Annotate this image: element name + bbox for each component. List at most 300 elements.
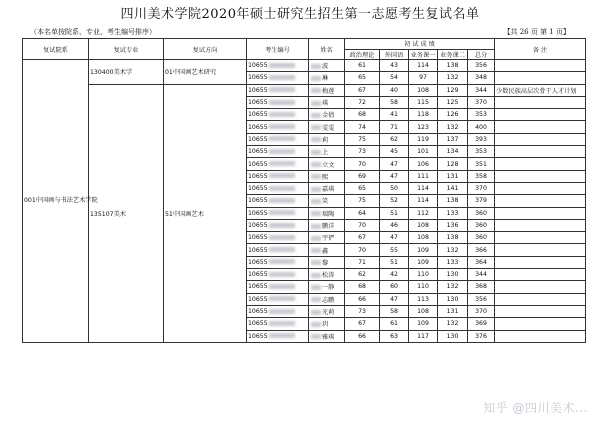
name-visible: 黎 (322, 259, 329, 267)
total-score: 360 (468, 219, 495, 231)
name-visible: 雅琪 (322, 333, 335, 341)
redaction-blur (269, 173, 295, 178)
course2-score: 126 (438, 109, 468, 121)
table-row (23, 60, 586, 72)
foreign-score: 60 (380, 281, 409, 293)
remark-cell (495, 219, 586, 231)
course1-score: 113 (409, 293, 438, 305)
foreign-score: 54 (380, 72, 409, 84)
name-cell (309, 170, 345, 182)
exam-id-cell (247, 219, 309, 231)
dept-cell: 001中国画与书法艺术学院 (23, 60, 89, 343)
redaction-blur (311, 64, 321, 69)
exam-id-cell (247, 109, 309, 121)
redaction-blur (311, 162, 321, 167)
redaction-blur (311, 113, 321, 118)
name-visible: 立文 (322, 161, 335, 169)
table-body (23, 60, 586, 343)
name-visible: 金倩 (322, 112, 335, 120)
name-cell (309, 96, 345, 108)
total-score: 358 (468, 170, 495, 182)
name-visible: 嘉琪 (322, 186, 335, 194)
remark-cell (495, 330, 586, 342)
exam-id-cell (247, 84, 309, 96)
redaction-blur (311, 88, 321, 93)
sort-note: （本名单按院系、专业、考生编号排序） (30, 28, 156, 36)
name-visible: 雯雯 (322, 124, 335, 132)
exam-id-cell (247, 318, 309, 330)
header-politics: 政治理论 (345, 49, 380, 60)
politics-score: 73 (345, 146, 380, 158)
exam-id-cell (247, 330, 309, 342)
name-visible: 宇俨 (322, 235, 335, 243)
course2-score: 125 (438, 96, 468, 108)
redaction-blur (269, 63, 295, 68)
total-score: 356 (468, 60, 495, 72)
header-total: 总分 (468, 49, 495, 60)
foreign-score: 42 (380, 269, 409, 281)
name-cell (309, 133, 345, 145)
name-visible: 笑 (322, 198, 329, 206)
politics-score: 61 (345, 60, 380, 72)
redaction-blur (269, 186, 295, 191)
politics-score: 70 (345, 219, 380, 231)
exam-id-prefix: 10655 (248, 197, 268, 205)
politics-score: 73 (345, 305, 380, 317)
header-course1: 业务课一 (409, 49, 438, 60)
exam-id-prefix: 10655 (248, 209, 268, 217)
name-visible: 梅莲 (322, 87, 335, 95)
course1-score: 111 (409, 170, 438, 182)
course2-score: 130 (438, 269, 468, 281)
name-cell (309, 269, 345, 281)
redaction-blur (269, 210, 295, 215)
foreign-score: 41 (380, 109, 409, 121)
course2-score: 132 (438, 72, 468, 84)
politics-score: 72 (345, 96, 380, 108)
redaction-blur (269, 235, 295, 240)
name-cell (309, 60, 345, 72)
name-visible: 上 (322, 149, 329, 157)
course2-score: 130 (438, 330, 468, 342)
exam-id-cell (247, 133, 309, 145)
name-visible: 玥 (322, 321, 329, 329)
exam-id-cell (247, 121, 309, 133)
remark-cell (495, 305, 586, 317)
name-visible: 波 (322, 63, 329, 71)
exam-id-cell (247, 60, 309, 72)
table-row (23, 84, 586, 96)
watermark: 知乎 @四川美术... (483, 401, 588, 415)
course2-score: 133 (438, 207, 468, 219)
course1-score: 106 (409, 158, 438, 170)
remark-cell (495, 281, 586, 293)
redaction-blur (311, 211, 321, 216)
header-course2: 业务课二 (438, 49, 468, 60)
redaction-blur (269, 198, 295, 203)
exam-id-cell (247, 269, 309, 281)
name-cell (309, 244, 345, 256)
politics-score: 66 (345, 293, 380, 305)
redaction-blur (269, 321, 295, 326)
foreign-score: 55 (380, 244, 409, 256)
exam-id-cell (247, 96, 309, 108)
remark-cell (495, 244, 586, 256)
exam-id-prefix: 10655 (248, 135, 268, 143)
header-remark: 备 注 (495, 39, 586, 60)
name-visible: 琪 (322, 100, 329, 108)
exam-id-prefix: 10655 (248, 148, 268, 156)
remark-cell (495, 133, 586, 145)
foreign-score: 58 (380, 96, 409, 108)
name-cell (309, 219, 345, 231)
remark-cell (495, 96, 586, 108)
redaction-blur (311, 297, 321, 302)
direction-cell: 01中国画艺术研究 (164, 60, 247, 85)
course1-score: 119 (409, 133, 438, 145)
name-visible: 松涛 (322, 272, 335, 280)
header-name: 姓名 (309, 39, 345, 60)
remark-cell (495, 232, 586, 244)
exam-id-prefix: 10655 (248, 172, 268, 180)
exam-id-cell (247, 244, 309, 256)
name-cell (309, 84, 345, 96)
redaction-blur (269, 87, 295, 92)
redaction-blur (269, 112, 295, 117)
redaction-blur (311, 187, 321, 192)
total-score: 370 (468, 182, 495, 194)
politics-score: 69 (345, 170, 380, 182)
page-indicator: 【共 26 页 第 1 页】 (503, 28, 570, 36)
course2-score: 132 (438, 121, 468, 133)
exam-id-prefix: 10655 (248, 234, 268, 242)
foreign-score: 45 (380, 146, 409, 158)
course2-score: 128 (438, 158, 468, 170)
name-cell (309, 195, 345, 207)
politics-score: 75 (345, 195, 380, 207)
exam-id-cell (247, 256, 309, 268)
header-major: 复试专业 (89, 39, 164, 60)
politics-score: 67 (345, 84, 380, 96)
remark-cell (495, 207, 586, 219)
exam-id-prefix: 10655 (248, 86, 268, 94)
remark-cell (495, 195, 586, 207)
header-exam-id: 考生编号 (247, 39, 309, 60)
header-foreign: 外国语 (380, 49, 409, 60)
redaction-blur (269, 223, 295, 228)
name-cell (309, 121, 345, 133)
foreign-score: 51 (380, 256, 409, 268)
total-score: 400 (468, 121, 495, 133)
name-visible: 鑫 (322, 247, 329, 255)
redaction-blur (269, 136, 295, 141)
course1-score: 108 (409, 305, 438, 317)
name-cell (309, 318, 345, 330)
name-visible: 光莉 (322, 309, 335, 317)
redaction-blur (311, 322, 321, 327)
exam-id-cell (247, 158, 309, 170)
exam-id-prefix: 10655 (248, 320, 268, 328)
politics-score: 65 (345, 72, 380, 84)
name-visible: 一静 (322, 284, 335, 292)
name-cell (309, 146, 345, 158)
course2-score: 133 (438, 256, 468, 268)
name-visible: 志鹏 (322, 296, 335, 304)
foreign-score: 46 (380, 219, 409, 231)
exam-id-prefix: 10655 (248, 271, 268, 279)
redaction-blur (311, 199, 321, 204)
header-dept: 复试院系 (23, 39, 89, 60)
total-score: 351 (468, 158, 495, 170)
header-prelim-scores: 初 试 成 绩 (345, 39, 495, 50)
exam-id-prefix: 10655 (248, 185, 268, 193)
redaction-blur (269, 333, 295, 338)
course1-score: 114 (409, 195, 438, 207)
course2-score: 132 (438, 281, 468, 293)
redaction-blur (311, 125, 321, 130)
total-score: 353 (468, 109, 495, 121)
course1-score: 101 (409, 146, 438, 158)
course2-score: 132 (438, 318, 468, 330)
remark-cell (495, 158, 586, 170)
course1-score: 108 (409, 232, 438, 244)
course1-score: 115 (409, 96, 438, 108)
exam-id-prefix: 10655 (248, 258, 268, 266)
redaction-blur (311, 236, 321, 241)
redaction-blur (311, 248, 321, 253)
remark-cell (495, 256, 586, 268)
exam-id-prefix: 10655 (248, 332, 268, 340)
remark-cell (495, 146, 586, 158)
exam-id-prefix: 10655 (248, 222, 268, 229)
exam-id-prefix: 10655 (248, 160, 268, 168)
exam-id-cell (247, 170, 309, 182)
redaction-blur (311, 310, 321, 315)
course2-score: 130 (438, 293, 468, 305)
politics-score: 70 (345, 158, 380, 170)
total-score: 360 (468, 232, 495, 244)
redaction-blur (311, 273, 321, 278)
name-cell (309, 182, 345, 194)
header-direction: 复试方向 (164, 39, 247, 60)
exam-id-prefix: 10655 (248, 283, 268, 291)
total-score: 376 (468, 330, 495, 342)
remark-cell (495, 182, 586, 194)
foreign-score: 71 (380, 121, 409, 133)
exam-id-cell (247, 195, 309, 207)
document-title: 四川美术学院2020年硕士研究生招生第一志愿考生复试名单 (120, 7, 480, 22)
redaction-blur (269, 149, 295, 154)
course2-score: 137 (438, 133, 468, 145)
total-score: 344 (468, 269, 495, 281)
politics-score: 67 (345, 232, 380, 244)
course1-score: 110 (409, 269, 438, 281)
redaction-blur (269, 296, 295, 301)
total-score: 370 (468, 305, 495, 317)
exam-id-prefix: 10655 (248, 111, 268, 119)
redaction-blur (311, 174, 321, 179)
course2-score: 132 (438, 244, 468, 256)
exam-id-cell (247, 232, 309, 244)
name-cell (309, 207, 345, 219)
total-score: 348 (468, 72, 495, 84)
foreign-score: 51 (380, 207, 409, 219)
name-cell (309, 232, 345, 244)
major-cell: 130400美术学 (89, 60, 164, 85)
exam-id-cell (247, 281, 309, 293)
name-visible: 熙 (322, 173, 329, 181)
foreign-score: 52 (380, 195, 409, 207)
remark-cell (495, 72, 586, 84)
redaction-blur (269, 309, 295, 314)
remark-cell (495, 170, 586, 182)
direction-cell: 51中国画艺术 (164, 84, 247, 342)
remark-cell (495, 109, 586, 121)
foreign-score: 47 (380, 293, 409, 305)
exam-id-cell (247, 305, 309, 317)
exam-id-prefix: 10655 (248, 295, 268, 303)
redaction-blur (311, 285, 321, 290)
major-cell: 135107美术 (89, 84, 164, 342)
total-score: 364 (468, 256, 495, 268)
total-score: 366 (468, 244, 495, 256)
course1-score: 109 (409, 256, 438, 268)
course2-score: 138 (438, 195, 468, 207)
course1-score: 109 (409, 318, 438, 330)
exam-id-cell (247, 146, 309, 158)
politics-score: 64 (345, 207, 380, 219)
remark-cell (495, 269, 586, 281)
total-score: 344 (468, 84, 495, 96)
exam-id-prefix: 10655 (248, 74, 268, 82)
politics-score: 75 (345, 133, 380, 145)
name-cell (309, 72, 345, 84)
foreign-score: 47 (380, 158, 409, 170)
name-cell (309, 281, 345, 293)
politics-score: 65 (345, 182, 380, 194)
redaction-blur (311, 101, 321, 106)
foreign-score: 61 (380, 318, 409, 330)
exam-id-prefix: 10655 (248, 246, 268, 254)
name-cell (309, 109, 345, 121)
redaction-blur (269, 100, 295, 105)
remark-cell (495, 60, 586, 72)
course2-score: 141 (438, 182, 468, 194)
course2-score: 131 (438, 170, 468, 182)
remark-cell (495, 121, 586, 133)
name-visible: 鹏洋 (322, 223, 335, 230)
redaction-blur (269, 272, 295, 277)
course1-score: 114 (409, 182, 438, 194)
remark-cell: 少数民族高层次骨干人才计划 (495, 84, 586, 96)
course1-score: 123 (409, 121, 438, 133)
foreign-score: 63 (380, 330, 409, 342)
exam-id-cell (247, 207, 309, 219)
exam-id-cell (247, 72, 309, 84)
politics-score: 68 (345, 109, 380, 121)
redaction-blur (269, 284, 295, 289)
course1-score: 112 (409, 207, 438, 219)
name-cell (309, 158, 345, 170)
redaction-blur (311, 224, 321, 229)
course1-score: 108 (409, 219, 438, 231)
total-score: 356 (468, 293, 495, 305)
politics-score: 74 (345, 121, 380, 133)
course1-score: 110 (409, 281, 438, 293)
foreign-score: 47 (380, 232, 409, 244)
foreign-score: 58 (380, 305, 409, 317)
name-visible: 瑞陶 (322, 210, 335, 218)
total-score: 369 (468, 318, 495, 330)
exam-id-cell (247, 293, 309, 305)
redaction-blur (269, 247, 295, 252)
name-visible: 琳 (322, 75, 329, 83)
foreign-score: 40 (380, 84, 409, 96)
foreign-score: 50 (380, 182, 409, 194)
redaction-blur (311, 137, 321, 142)
redaction-blur (311, 260, 321, 265)
foreign-score: 47 (380, 170, 409, 182)
course2-score: 129 (438, 84, 468, 96)
course1-score: 97 (409, 72, 438, 84)
politics-score: 71 (345, 256, 380, 268)
course1-score: 108 (409, 84, 438, 96)
redaction-blur (311, 334, 321, 339)
name-cell (309, 256, 345, 268)
politics-score: 67 (345, 318, 380, 330)
politics-score: 66 (345, 330, 380, 342)
exam-id-cell (247, 182, 309, 194)
total-score: 393 (468, 133, 495, 145)
remark-cell (495, 293, 586, 305)
course2-score: 136 (438, 219, 468, 231)
total-score: 360 (468, 207, 495, 219)
course2-score: 131 (438, 305, 468, 317)
redaction-blur (269, 161, 295, 166)
course1-score: 117 (409, 330, 438, 342)
course2-score: 138 (438, 232, 468, 244)
politics-score: 68 (345, 281, 380, 293)
foreign-score: 62 (380, 133, 409, 145)
exam-id-prefix: 10655 (248, 123, 268, 131)
politics-score: 70 (345, 244, 380, 256)
course2-score: 134 (438, 146, 468, 158)
course1-score: 109 (409, 244, 438, 256)
exam-id-prefix: 10655 (248, 308, 268, 316)
candidate-table (22, 38, 586, 343)
total-score: 370 (468, 96, 495, 108)
total-score: 379 (468, 195, 495, 207)
redaction-blur (269, 75, 295, 80)
name-cell (309, 293, 345, 305)
foreign-score: 43 (380, 60, 409, 72)
course1-score: 118 (409, 109, 438, 121)
exam-id-prefix: 10655 (248, 62, 268, 70)
exam-id-prefix: 10655 (248, 99, 268, 107)
total-score: 353 (468, 146, 495, 158)
redaction-blur (311, 150, 321, 155)
course2-score: 138 (438, 60, 468, 72)
course1-score: 114 (409, 60, 438, 72)
redaction-blur (269, 124, 295, 129)
name-cell (309, 330, 345, 342)
total-score: 368 (468, 281, 495, 293)
politics-score: 62 (345, 269, 380, 281)
name-cell (309, 305, 345, 317)
remark-cell (495, 318, 586, 330)
redaction-blur (269, 259, 295, 264)
redaction-blur (311, 76, 321, 81)
